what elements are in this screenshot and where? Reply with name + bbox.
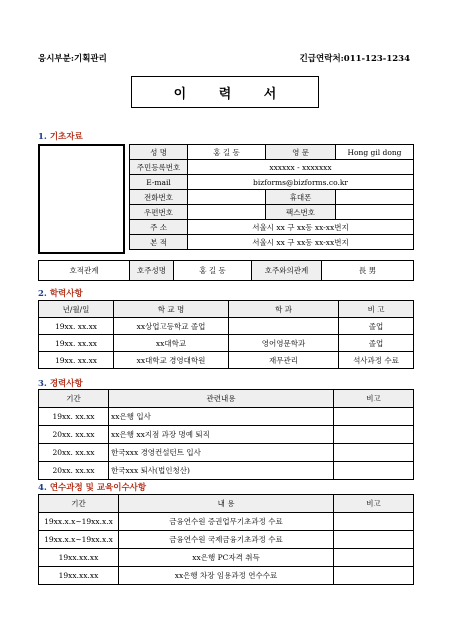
note-cell[interactable] [334,549,414,567]
period-cell[interactable]: 19xx.x.x~19xx.x.x [39,531,119,549]
school-cell[interactable]: xx대학교 [114,335,229,352]
head-name-label: 호주성명 [130,261,174,281]
table-row [39,549,414,567]
column-header: 비고 [334,495,414,513]
content-cell[interactable]: xx은행 xx지점 과장 명예 퇴직 [109,426,334,444]
basic-info-table [129,144,414,250]
head-relation-label: 호적관계 [39,261,130,281]
fax-label: 팩스번호 [266,205,336,220]
date-cell[interactable]: 19xx. xx.xx [39,318,114,335]
period-cell[interactable]: 19xx.x.x~19xx.x.x [39,513,119,531]
email-value[interactable]: bizforms@bizforms.co.kr [188,175,414,190]
school-cell[interactable]: xx상업고등학교 졸업 [114,318,229,335]
section-number: 1. [38,132,47,142]
note-cell[interactable] [334,567,414,585]
section-education-heading [38,287,83,299]
section-title: 연수과정 및 교육이수사항 [49,483,147,493]
content-cell[interactable]: 금융연수원 국제금융기초과정 수료 [119,531,334,549]
content-cell[interactable]: xx은행 입사 [109,408,334,426]
section-number: 3. [38,379,47,389]
period-cell[interactable]: 20xx. xx.xx [39,462,109,480]
content-cell[interactable]: 한국xxx 경영컨설턴트 입사 [109,444,334,462]
period-cell[interactable]: 19xx.xx.xx [39,567,119,585]
english-name-label: 영 문 [266,145,336,160]
relation-value[interactable]: 長 男 [322,261,414,281]
table-row [39,352,414,369]
phone-label: 전화번호 [130,190,188,205]
section-career-heading [38,377,83,389]
zip-label: 우편번호 [130,205,188,220]
table-row [39,318,414,335]
phone-value[interactable] [188,190,266,205]
training-table [38,494,414,585]
photo-box[interactable] [38,144,125,254]
table-row [39,408,414,426]
column-header: 학 교 명 [114,301,229,318]
name-label: 성 명 [130,145,188,160]
period-cell[interactable]: 20xx. xx.xx [39,444,109,462]
origin-value[interactable]: 서울시 xx 구 xx동 xx-xx번지 [188,235,414,250]
column-header: 내 용 [119,495,334,513]
table-row [39,567,414,585]
content-cell[interactable]: xx은행 차장 임용과정 연수수료 [119,567,334,585]
column-header: 년/월/일 [39,301,114,318]
note-cell[interactable] [334,462,414,480]
period-cell[interactable]: 19xx.xx.xx [39,549,119,567]
applied-department: 응시부분:기획관리 [38,54,107,64]
column-header: 비 고 [339,301,414,318]
note-cell[interactable]: 졸업 [339,318,414,335]
section-training-heading [38,481,146,493]
head-name-value[interactable]: 홍 길 동 [174,261,252,281]
document-title: 이 력 서 [131,76,319,108]
career-table [38,389,414,480]
zip-value[interactable] [188,205,266,220]
note-cell[interactable]: 석사과정 수료 [339,352,414,369]
period-cell[interactable]: 20xx. xx.xx [39,426,109,444]
note-cell[interactable]: 졸업 [339,335,414,352]
education-table [38,300,414,369]
rrn-label: 주민등록번호 [130,160,188,175]
fax-value[interactable] [336,205,414,220]
name-value[interactable]: 홍 길 동 [188,145,266,160]
family-register-table [38,260,414,281]
table-row [39,513,414,531]
column-header: 관련내용 [109,390,334,408]
table-row [39,426,414,444]
date-cell[interactable]: 19xx. xx.xx [39,335,114,352]
emergency-contact: 긴급연락처:011-123-1234 [299,54,410,64]
content-cell[interactable]: 금융연수원 증권업무기초과정 수료 [119,513,334,531]
note-cell[interactable] [334,426,414,444]
section-title: 경력사항 [49,379,83,389]
table-row [39,335,414,352]
mobile-label: 휴대폰 [266,190,336,205]
school-cell[interactable]: xx대학교 경영대학원 [114,352,229,369]
origin-label: 본 적 [130,235,188,250]
period-cell[interactable]: 19xx. xx.xx [39,408,109,426]
note-cell[interactable] [334,513,414,531]
content-cell[interactable]: xx은행 PC자격 취득 [119,549,334,567]
column-header: 비고 [334,390,414,408]
note-cell[interactable] [334,444,414,462]
relation-label: 호주와의관계 [252,261,322,281]
column-header: 기간 [39,390,109,408]
major-cell[interactable] [229,318,339,335]
section-title: 기초자료 [49,132,83,142]
email-label: E-mail [130,175,188,190]
mobile-value[interactable] [336,190,414,205]
rrn-value[interactable]: xxxxxx - xxxxxxx [188,160,414,175]
column-header: 학 과 [229,301,339,318]
note-cell[interactable] [334,531,414,549]
major-cell[interactable]: 재무관리 [229,352,339,369]
english-name-value[interactable]: Hong gil dong [336,145,414,160]
content-cell[interactable]: 한국xxx 퇴사(법인청산) [109,462,334,480]
note-cell[interactable] [334,408,414,426]
address-value[interactable]: 서울시 xx 구 xx동 xx-xx번지 [188,220,414,235]
section-title: 학력사항 [49,289,83,299]
section-number: 4. [38,483,47,493]
date-cell[interactable]: 19xx. xx.xx [39,352,114,369]
section-basic-heading [38,130,83,142]
section-number: 2. [38,289,47,299]
address-label: 주 소 [130,220,188,235]
major-cell[interactable]: 영어영문학과 [229,335,339,352]
table-row [39,462,414,480]
table-row [39,444,414,462]
table-row [39,531,414,549]
column-header: 기간 [39,495,119,513]
